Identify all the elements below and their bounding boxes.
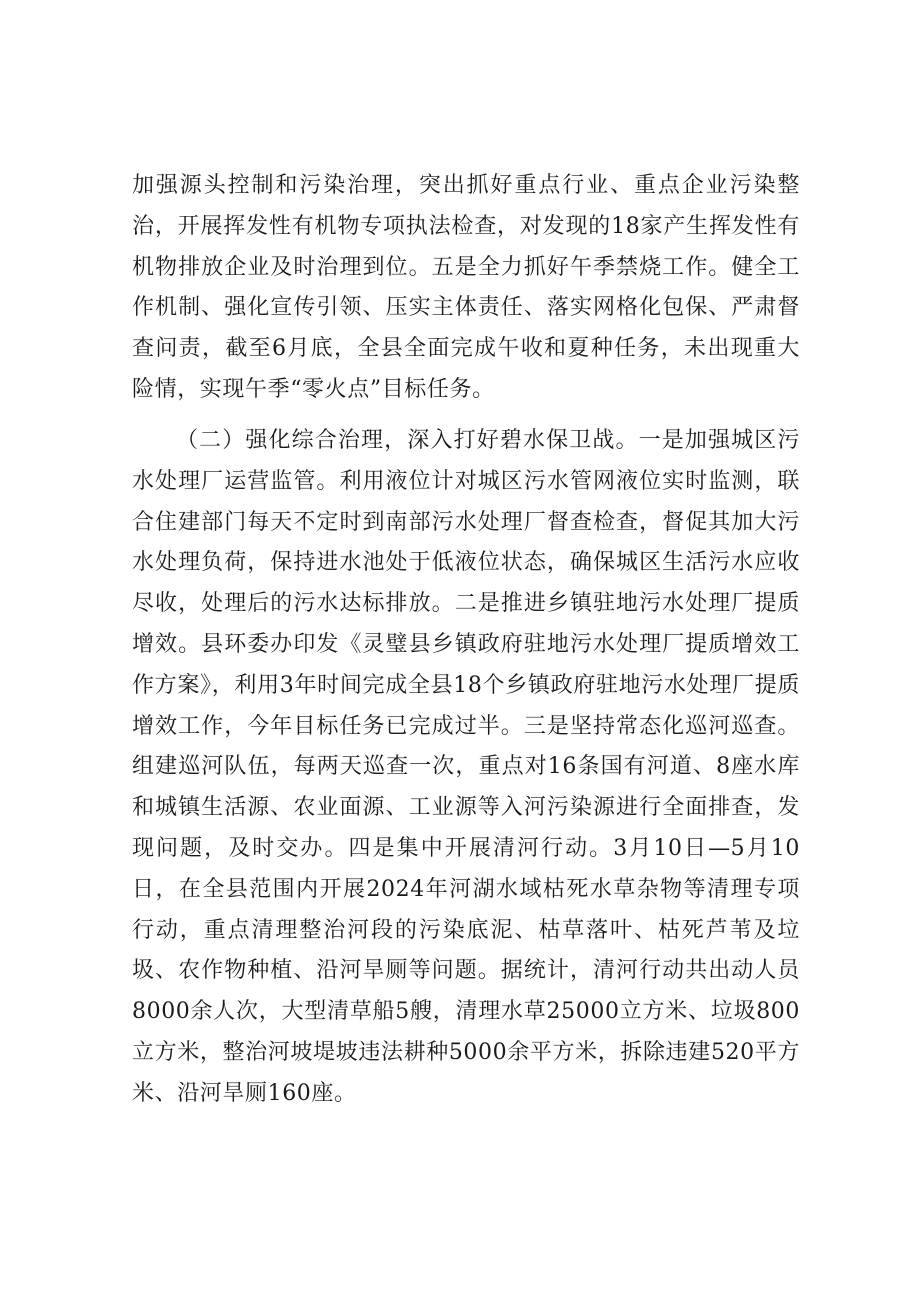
- paragraph-water-protection: （二）强化综合治理，深入打好碧水保卫战。一是加强城区污水处理厂运营监管。利用液位计对城区污水管网液位实时监测，联合住建部门每天不定时到南部污水处理厂督查检查，督促其加大污水处理负荷，保持进水池处于低液位状态，确保城区生活污水应收尽收，处理后的污水达标排放。二是推进乡镇驻地污水处理厂提质增效。县环委办印发《灵璧县乡镇政府驻地污水处理厂提质增效工作方案》，利用3年时间完成全县18个乡镇政府驻地污水处理厂提质增效工作，今年目标任务已完成过半。三是坚持常态化巡河巡查。组建巡河队伍，每两天巡查一次，重点对16条国有河道、8座水库和城镇生活源、农业面源、工业源等入河污染源进行全面排查，发现问题，及时交办。四是集中开展清河行动。3月10日—5月10日，在全县范围内开展2024年河湖水域枯死水草杂物等清理专项行动，重点清理整治河段的污染底泥、枯草落叶、枯死芦苇及垃圾、农作物种植、沿河旱厕等问题。据统计，清河行动共出动人员8000余人次，大型清草船5艘，清理水草25000立方米、垃圾800立方米，整治河坡堤坡违法耕种5000余平方米，拆除违建520平方米、沿河旱厕160座。: [132, 428, 800, 1106]
- paragraph-air-pollution-continued: 加强源头控制和污染治理，突出抓好重点行业、重点企业污染整治，开展挥发性有机物专项执法检查，对发现的18家产生挥发性有机物排放企业及时治理到位。五是全力抓好午季禁烧工作。健全工作机制、强化宣传引领、压实主体责任、落实网格化包保、严肃督查问责，截至6月底，全县全面完成午收和夏种任务，未出现重大险情，实现午季“零火点”目标任务。: [132, 173, 800, 402]
